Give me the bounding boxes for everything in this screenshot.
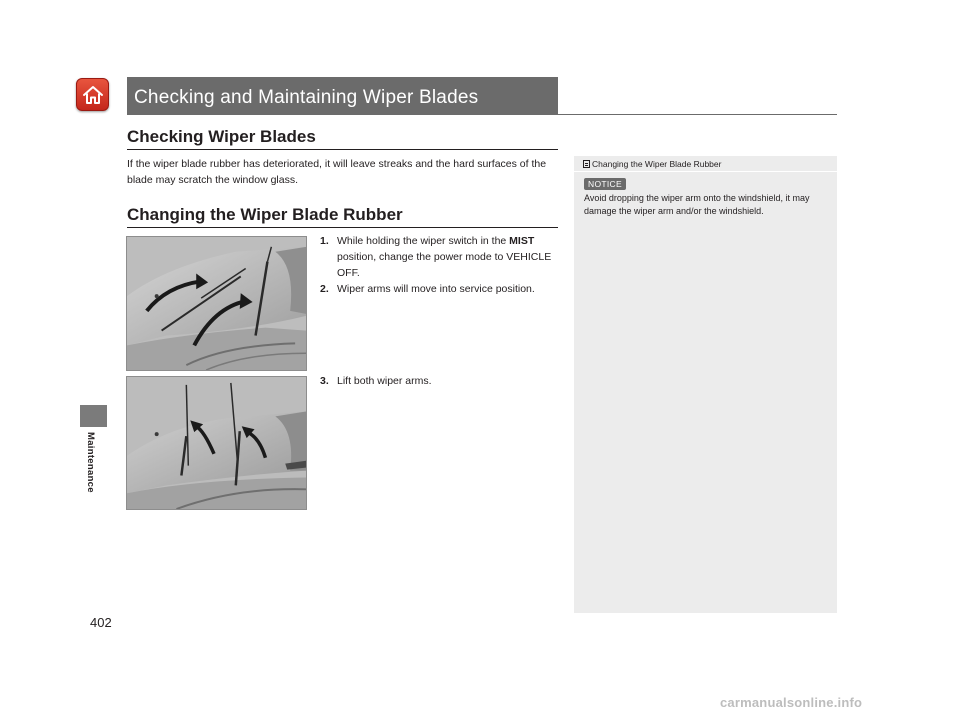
steps-group-2 xyxy=(320,373,560,389)
home-icon xyxy=(81,83,105,107)
changing-heading: Changing the Wiper Blade Rubber xyxy=(127,205,403,224)
step-1: 1. While holding the wiper switch in the MIST position, change the power mode to VEHICLE OFF. xyxy=(320,235,552,279)
section-title: Checking and Maintaining Wiper Blades xyxy=(134,87,479,108)
panel-reference-title: Changing the Wiper Blade Rubber xyxy=(592,159,722,169)
home-button[interactable] xyxy=(76,78,109,111)
checking-body: If the wiper blade rubber has deteriorated, it will leave streaks and the hard surfaces of the blade may scratch the window glass. xyxy=(127,158,547,186)
wiper-service-position-illustration xyxy=(126,236,307,371)
changing-heading-rule xyxy=(127,227,558,228)
panel-reference[interactable] xyxy=(583,159,721,169)
checking-heading-rule xyxy=(127,149,558,150)
page-number: 402 xyxy=(90,615,112,630)
chapter-label: Maintenance xyxy=(85,432,96,493)
watermark: carmanualsonline.info xyxy=(720,695,863,710)
notice-text: Avoid dropping the wiper arm onto the windshield, it may damage the wiper arm and/or the windshield. xyxy=(584,193,810,216)
notice-badge: NOTICE xyxy=(584,178,626,190)
notes-side-panel xyxy=(574,156,837,613)
checking-heading: Checking Wiper Blades xyxy=(127,127,316,146)
chapter-tab[interactable] xyxy=(80,405,107,427)
section-title-bar xyxy=(127,77,558,115)
reference-arrow-icon xyxy=(583,160,590,168)
panel-rule xyxy=(574,171,837,172)
lift-wiper-arms-illustration xyxy=(126,376,307,510)
title-rule xyxy=(558,114,837,115)
step-3: 3. Lift both wiper arms. xyxy=(320,375,432,387)
step-2: 2. Wiper arms will move into service position. xyxy=(320,283,535,295)
steps-group-1 xyxy=(320,233,560,297)
